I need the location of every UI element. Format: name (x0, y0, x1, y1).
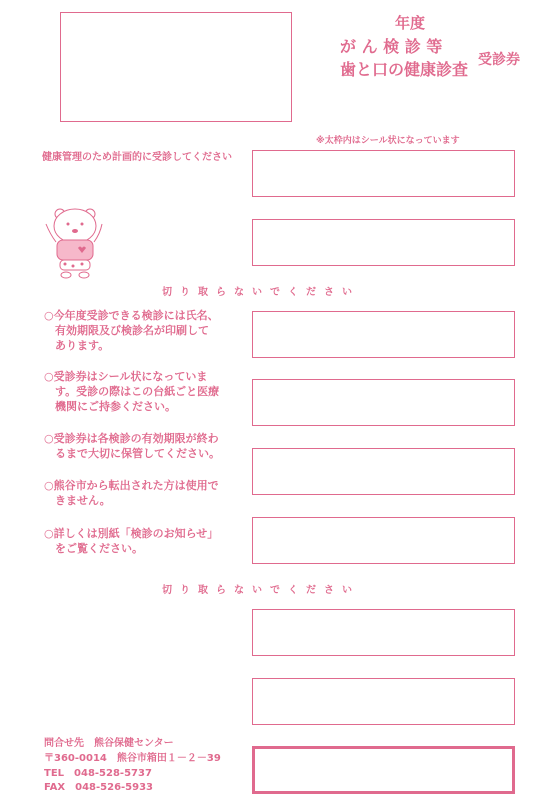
bear-mascot-icon (42, 200, 112, 282)
ticket-slot-5 (252, 448, 515, 495)
ticket-slot-name (252, 746, 515, 794)
contact-heading: 問合せ先 熊谷保健センター (44, 738, 174, 749)
notice-5: ○詳しくは別紙「検診のお知らせ」 をご覧ください。 (44, 527, 219, 555)
contact-fax: FAX 048-526-5933 (44, 782, 154, 793)
ticket-slot-8 (252, 678, 515, 725)
ticket-slot-2 (252, 219, 515, 266)
notice-1: ○今年度受診できる検診には氏名、 有効期限及び検診名が印刷して あります。 (44, 309, 219, 352)
ticket-slot-3 (252, 311, 515, 358)
notice-2: ○受診券はシール状になっていま す。受診の際はこの台紙ごと医療 機関にご持参ください。 (44, 370, 220, 413)
notice-4: ○熊谷市から転出された方は使用で きません。 (44, 479, 219, 507)
cut-line-top: 切り取らないでください (162, 287, 360, 298)
title-line-2: 歯と口の健康診査 (340, 60, 469, 79)
ticket-slot-4 (252, 379, 515, 426)
ticket-label: 受診券 (478, 52, 520, 68)
contact-address: 〒360-0014 熊谷市箱田１－２－39 (44, 753, 221, 764)
cut-line-bottom: 切り取らないでください (162, 585, 360, 596)
address-window (60, 12, 292, 122)
ticket-slot-1 (252, 150, 515, 197)
ticket-slot-6 (252, 517, 515, 564)
ticket-slot-7 (252, 609, 515, 656)
notice-3: ○受診券は各検診の有効期限が終わ るまで大切に保管してください。 (44, 432, 220, 460)
management-note: 健康管理のため計画的に受診してください (42, 152, 232, 163)
contact-tel: TEL 048-528-5737 (44, 768, 152, 779)
seal-note: ※太枠内はシール状になっています (316, 136, 460, 146)
title-line-1: が ん 検 診 等 (340, 37, 443, 56)
year-label: 年度 (395, 14, 426, 32)
